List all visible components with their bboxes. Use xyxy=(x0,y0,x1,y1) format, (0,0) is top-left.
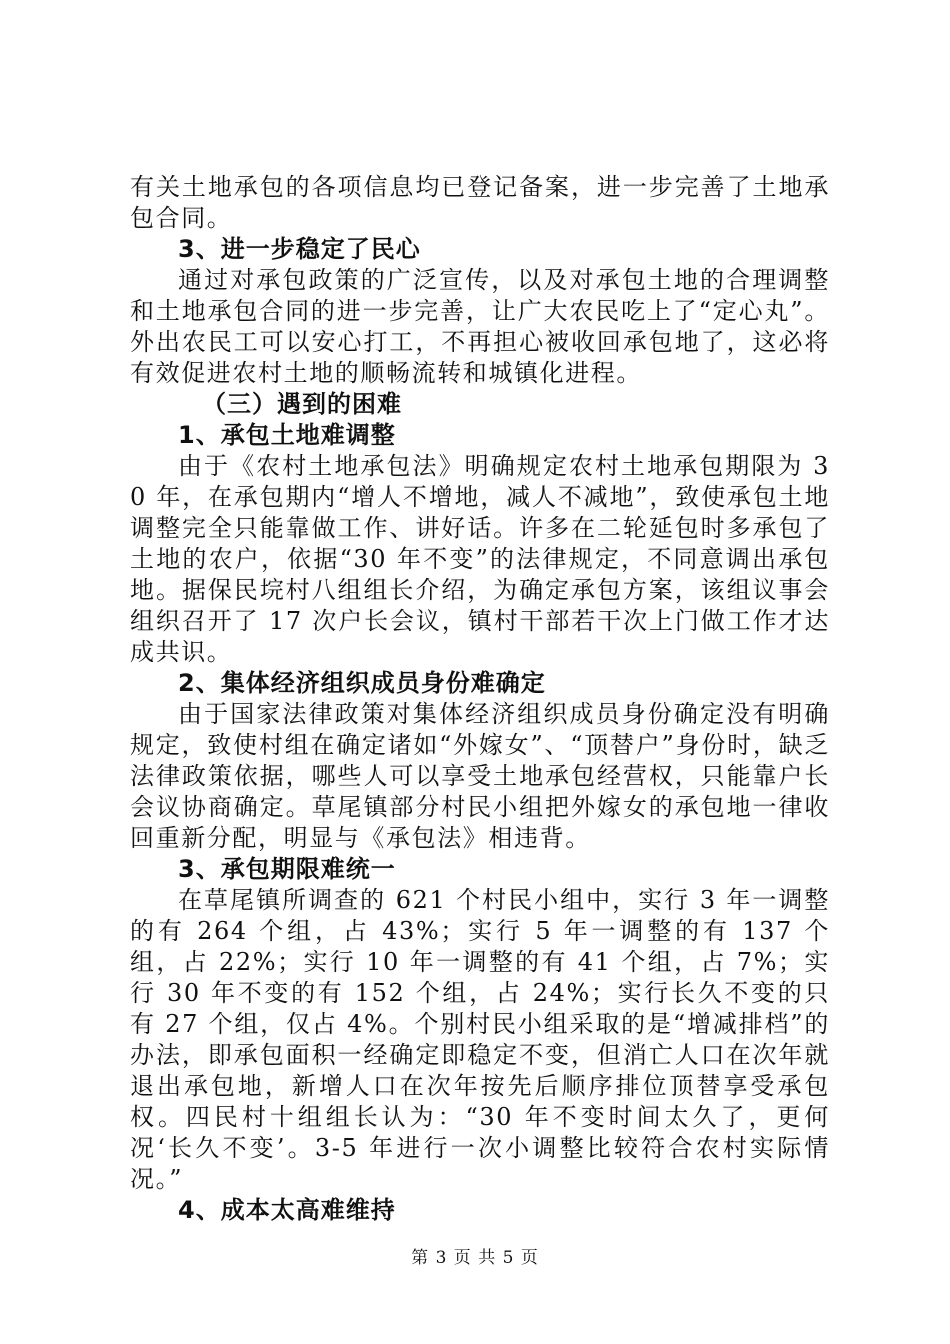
page-footer: 第 3 页 共 5 页 xyxy=(411,1248,539,1268)
section-heading-3-stabilize: 3、进一步稳定了民心 xyxy=(178,235,421,263)
section-heading-2-membership: 2、集体经济组织成员身份难确定 xyxy=(178,669,546,697)
paragraph-adjust: 由于《农村土地承包法》明确规定农村土地承包期限为 30 年，在承包期内“增人不增地，减人不减地”，致使承包土地调整完全只能靠做工作、讲好话。许多在二轮延包时多承包了土地的农户，依据“30 年不变”的法律规定，不同意调出承包地。据保民垸村八组组长介绍，为确定承包方案，该组议事会组织召开了 17 次户长会议，镇村干部若干次上门做工作才达成共识。 xyxy=(130,452,830,666)
paragraph-term: 在草尾镇所调查的 621 个村民小组中，实行 3 年一调整的有 264 个组，占 43%；实行 5 年一调整的有 137 个组，占 22%；实行 10 年一调整的有 41 个组，占 7%；实行 30 年不变的有 152 个组，占 24%；实行长久不变的只有 27 个组，仅占 4%。个别村民小组采取的是“增减排档”的办法，即承包面积一经确定即稳定不变，但消亡人口在次年就退出承包地，新增人口在次年按先后顺序排位顶替享受承包权。四民村十组组长认为：“30 年不变时间太久了，更何况‘长久不变’。3-5 年进行一次小调整比较符合农村实际情况。” xyxy=(130,886,830,1193)
paragraph-membership: 由于国家法律政策对集体经济组织成员身份确定没有明确规定，致使村组在确定诸如“外嫁女”、“顶替户”身份时，缺乏法律政策依据，哪些人可以享受土地承包经营权，只能靠户长会议协商确定。草尾镇部分村民小组把外嫁女的承包地一律收回重新分配，明显与《承包法》相违背。 xyxy=(130,700,830,852)
paragraph-stabilize: 通过对承包政策的广泛宣传，以及对承包土地的合理调整和土地承包合同的进一步完善，让广大农民吃上了“定心丸”。外出农民工可以安心打工，不再担心被收回承包地了，这必将有效促进农村土地的顺畅流转和城镇化进程。 xyxy=(130,266,830,387)
section-heading-4-cost: 4、成本太高难维持 xyxy=(178,1196,396,1224)
section-heading-1-adjust: 1、承包土地难调整 xyxy=(178,421,396,449)
section-heading-3-term: 3、承包期限难统一 xyxy=(178,855,396,883)
paragraph-continuation: 有关土地承包的各项信息均已登记备案，进一步完善了土地承包合同。 xyxy=(130,173,830,232)
document-body xyxy=(130,172,830,1226)
section-heading-difficulties: （三）遇到的困难 xyxy=(202,390,402,418)
